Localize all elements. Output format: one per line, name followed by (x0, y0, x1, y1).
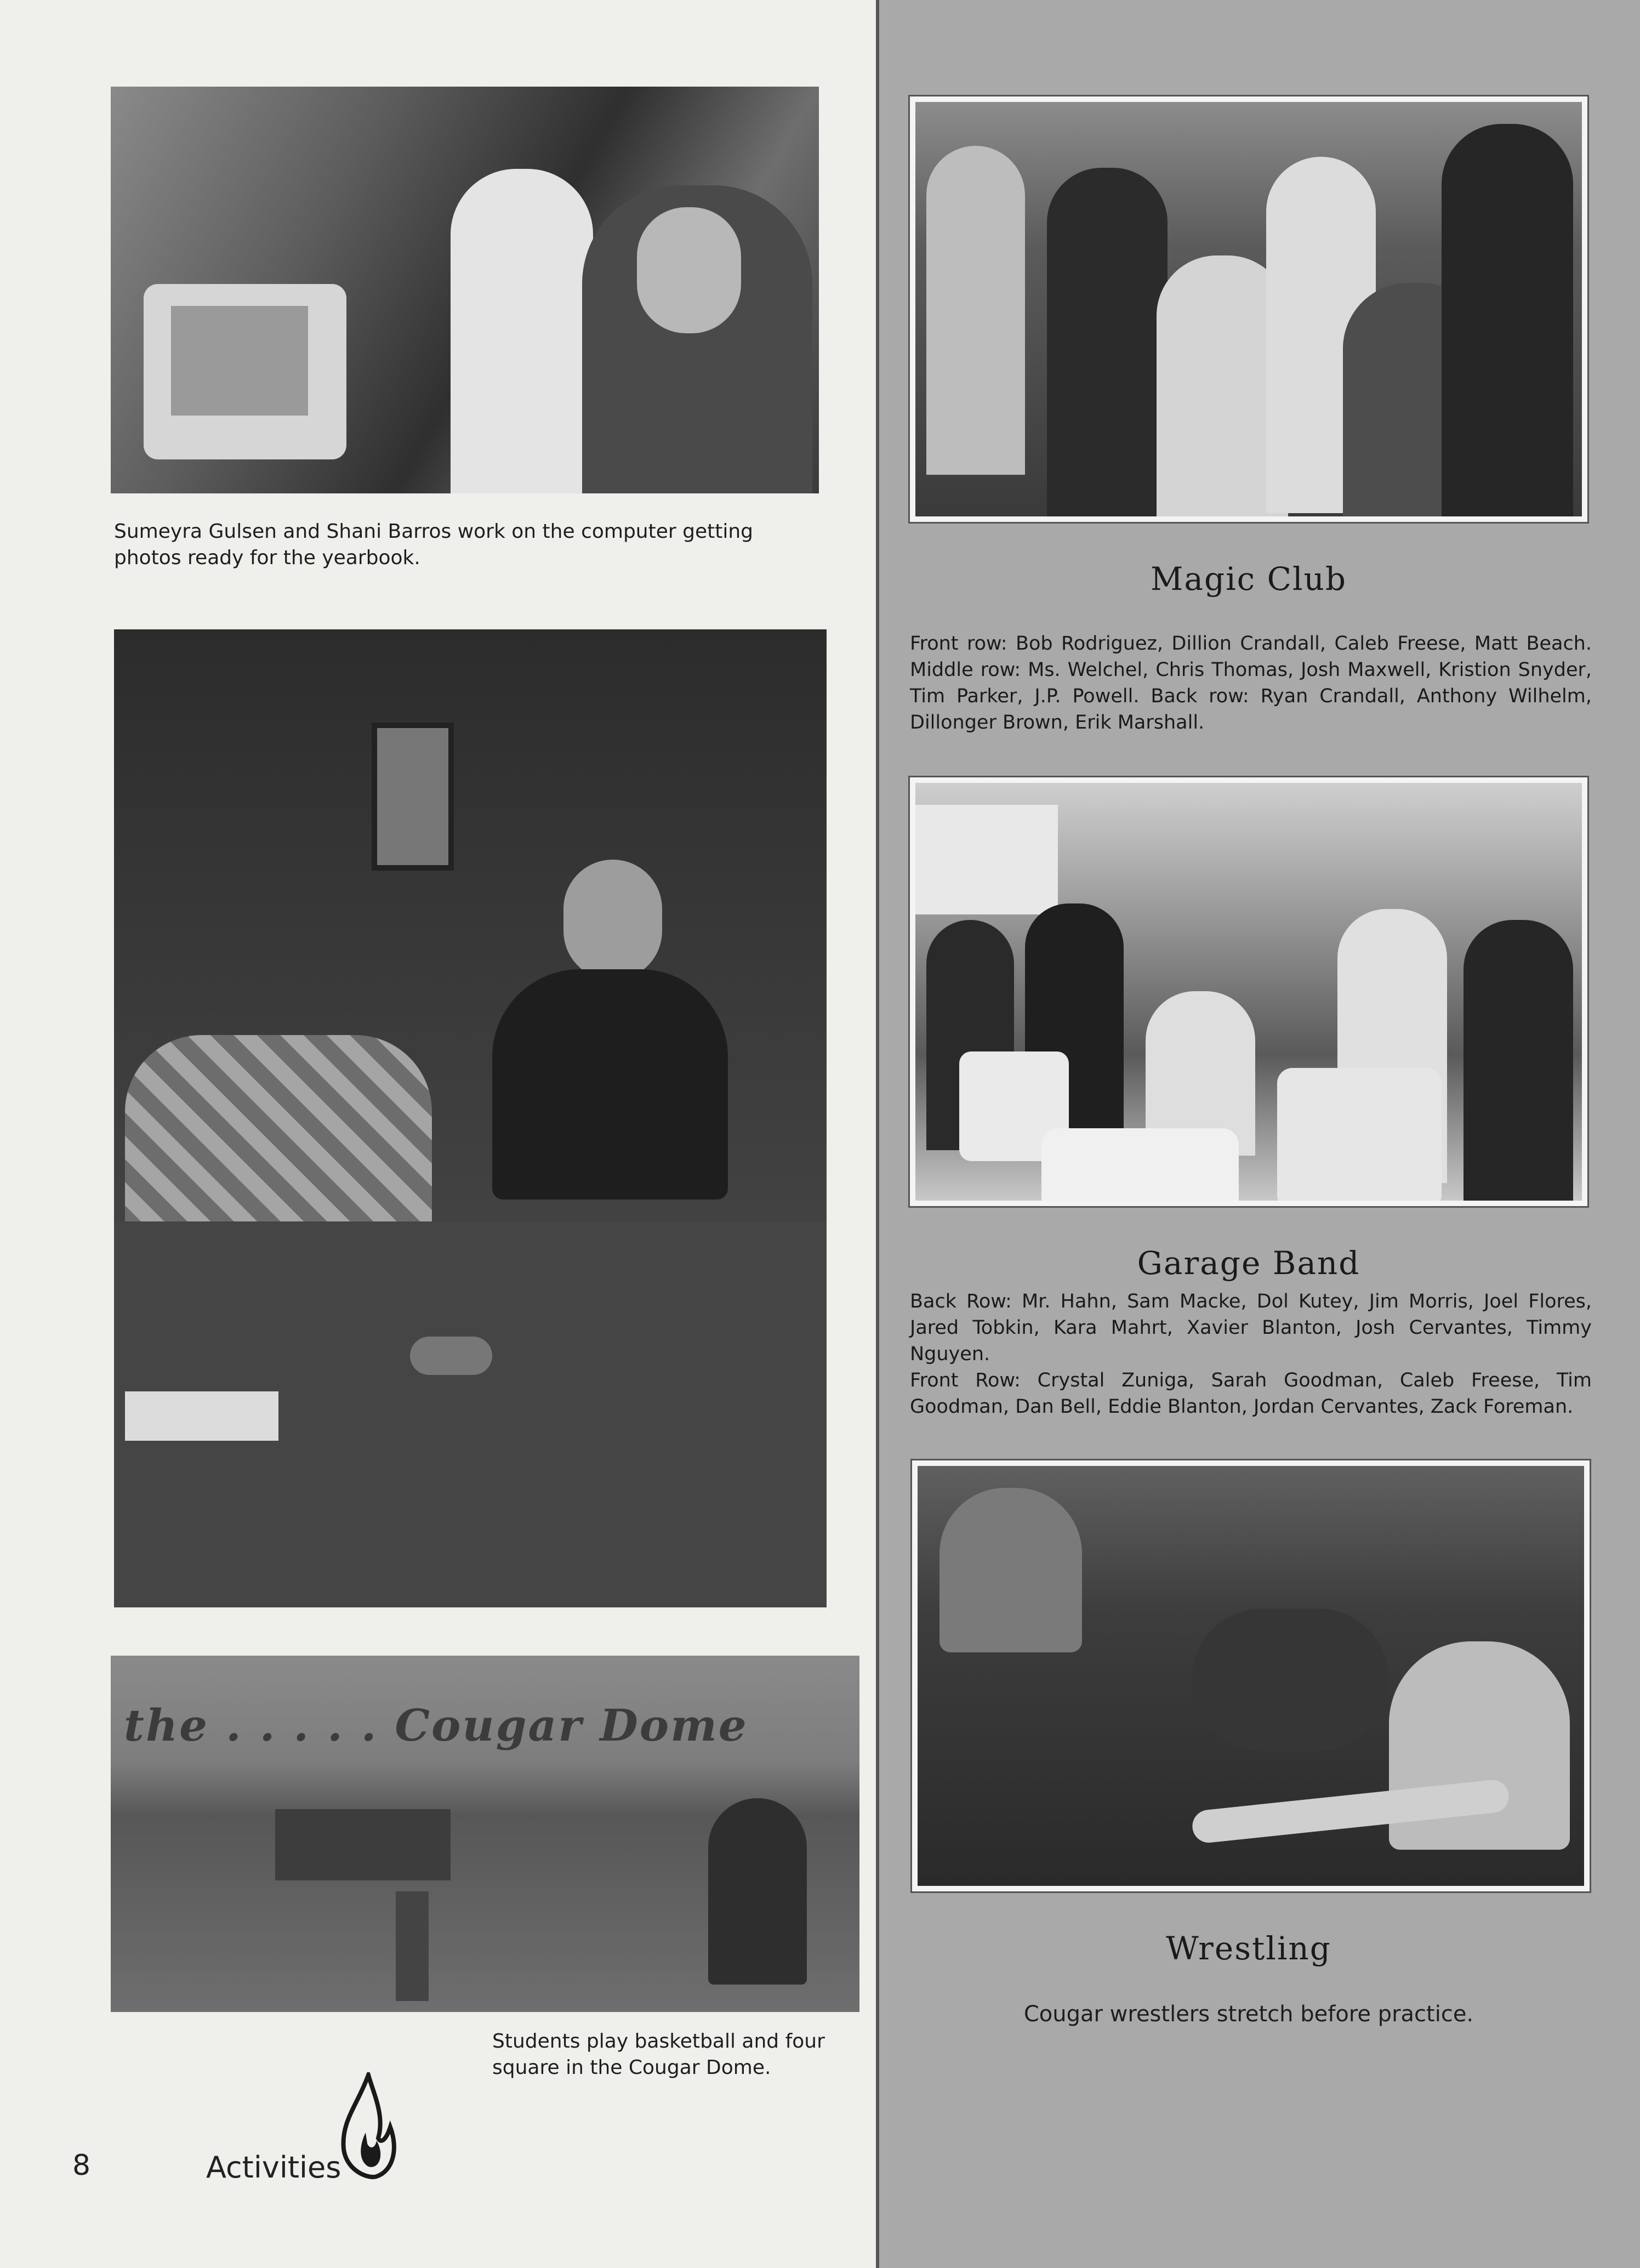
photo-crafts-table (114, 629, 827, 1607)
magic-club-names (910, 630, 1592, 736)
garage-band-names (910, 1288, 1592, 1420)
computer-photo-caption: Sumeyra Gulsen and Shani Barros work on the computer getting photos ready for the yearbook. (114, 520, 754, 569)
flame-icon (335, 2072, 401, 2182)
gym-photo-caption: Students play basketball and four square in the Cougar Dome. (492, 2030, 825, 2079)
magic-club-title: Magic Club (1151, 560, 1347, 598)
cougar-dome-sign: the . . . . . Cougar Dome (124, 1699, 748, 1751)
photo-wrestling (912, 1460, 1590, 1891)
photo-computer-work (111, 87, 819, 493)
wrestling-caption: Cougar wrestlers stretch before practice. (1023, 2002, 1474, 2027)
garage-band-back-row: Back Row: Mr. Hahn, Sam Macke, Dol Kutey, Jim Morris, Joel Flores, Jared Tobkin, Kara Mahrt, Xavier Blanton, Josh Cervantes, Timmy Nguyen. (910, 1291, 1592, 1365)
section-label: Activities (206, 2150, 341, 2185)
garage-band-title: Garage Band (1137, 1244, 1360, 1282)
garage-band-front-row: Front Row: Crystal Zuniga, Sarah Goodman, Caleb Freese, Tim Goodman, Dan Bell, Eddie Blanton, Jordan Cervantes, Zack Foreman. (910, 1369, 1592, 1418)
magic-club-names-text: Front row: Bob Rodriguez, Dillion Crandall, Caleb Freese, Matt Beach. Middle row: Ms. Welchel, Chris Thomas, Josh Maxwell, Kristion Snyder, Tim Parker, J.P. Powell. Back row: Ryan Crandall, Anthony Wilhelm, Dillonger Brown, Erik Marshall. (910, 633, 1592, 734)
page-number: 8 (72, 2149, 91, 2182)
photo-garage-band (910, 777, 1587, 1206)
photo-magic-club (910, 96, 1587, 522)
photo-cougar-dome (111, 1656, 859, 2012)
wrestling-title: Wrestling (1166, 1930, 1331, 1967)
